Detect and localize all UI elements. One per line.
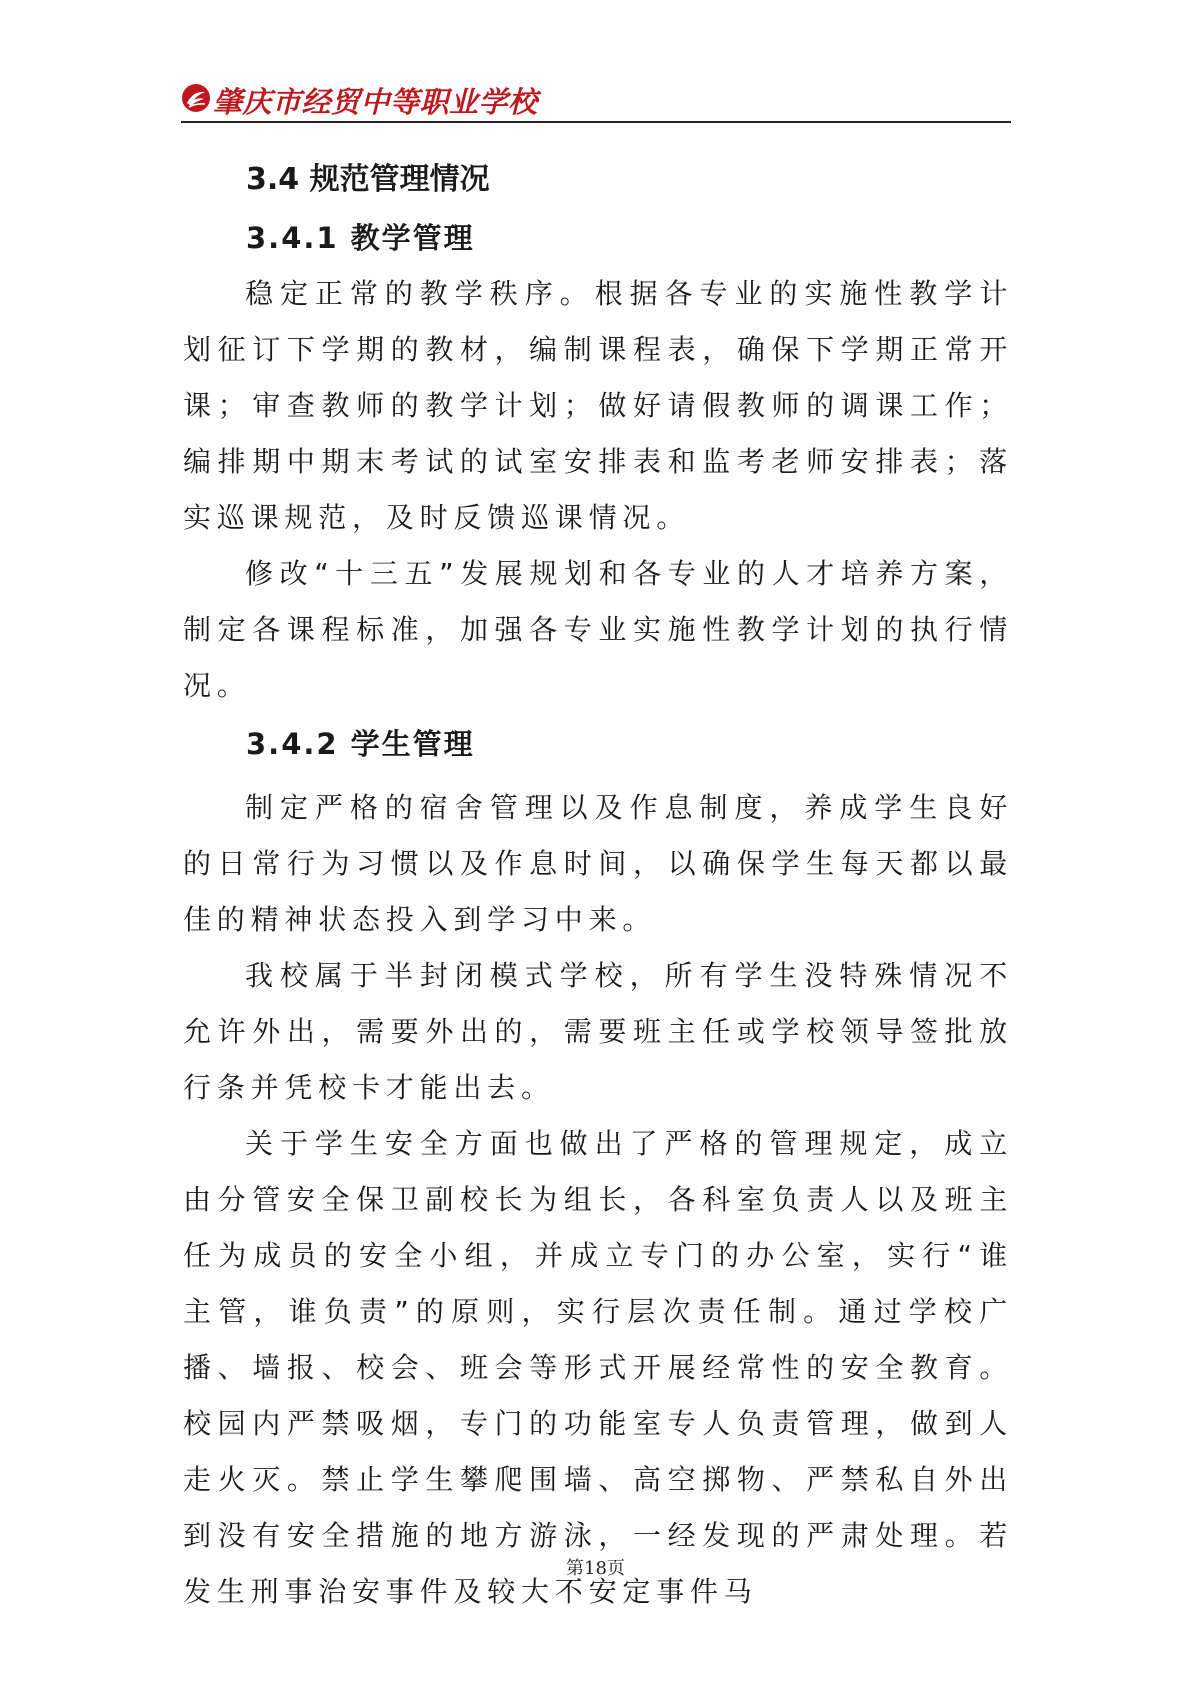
school-name: 肇庆市经贸中等职业学校 — [213, 85, 538, 119]
page-number: 第18页 — [566, 1558, 625, 1579]
header-divider — [181, 121, 1011, 123]
section-3-4-2-title: 3.4.2 学生管理 — [246, 727, 475, 761]
paragraph-semi-closed: 我校属于半封闭模式学校，所有学生没特殊情况不允许外出，需要外出的，需要班主任或学校领导签批放行条并凭校卡才能出去。 — [183, 959, 1013, 1104]
paragraph-teaching-order: 稳定正常的教学秩序。根据各专业的实施性教学计划征订下学期的教材，编制课程表，确保下学期正常开课；审查教师的教学计划；做好请假教师的调课工作；编排期中期末考试的试室安排表和监考老师安排表；落实巡课规范，及时反馈巡课情况。 — [183, 277, 1013, 534]
paragraph-safety-rules: 关于学生安全方面也做出了严格的管理规定，成立由分管安全保卫副校长为组长，各科室负责人以及班主任为成员的安全小组，并成立专门的办公室，实行“谁主管，谁负责”的原则，实行层次责任制。通过学校广播、墙报、校会、班会等形式开展经常性的安全教育。校园内严禁吸烟，专门的功能室专人负责管理，做到人走火灭。禁止学生攀爬围墙、高空掷物、严禁私自外出到没有安全措施的地方游泳，一经发现的严肃处理。若发生刑事治安事件及较大不安定事件马 — [183, 1127, 1013, 1608]
page-header — [181, 78, 1011, 120]
school-logo-icon — [181, 83, 211, 113]
section-3-4-title: 3.4 规范管理情况 — [246, 162, 490, 197]
paragraph-plan-revision: 修改“十三五”发展规划和各专业的人才培养方案，制定各课程标准，加强各专业实施性教学计划的执行情况。 — [183, 557, 1013, 702]
section-3-4-1-title: 3.4.1 教学管理 — [246, 221, 475, 255]
paragraph-dorm-rules: 制定严格的宿舍管理以及作息制度，养成学生良好的日常行为习惯以及作息时间，以确保学生每天都以最佳的精神状态投入到学习中来。 — [183, 791, 1013, 936]
document-body — [183, 150, 1013, 1620]
